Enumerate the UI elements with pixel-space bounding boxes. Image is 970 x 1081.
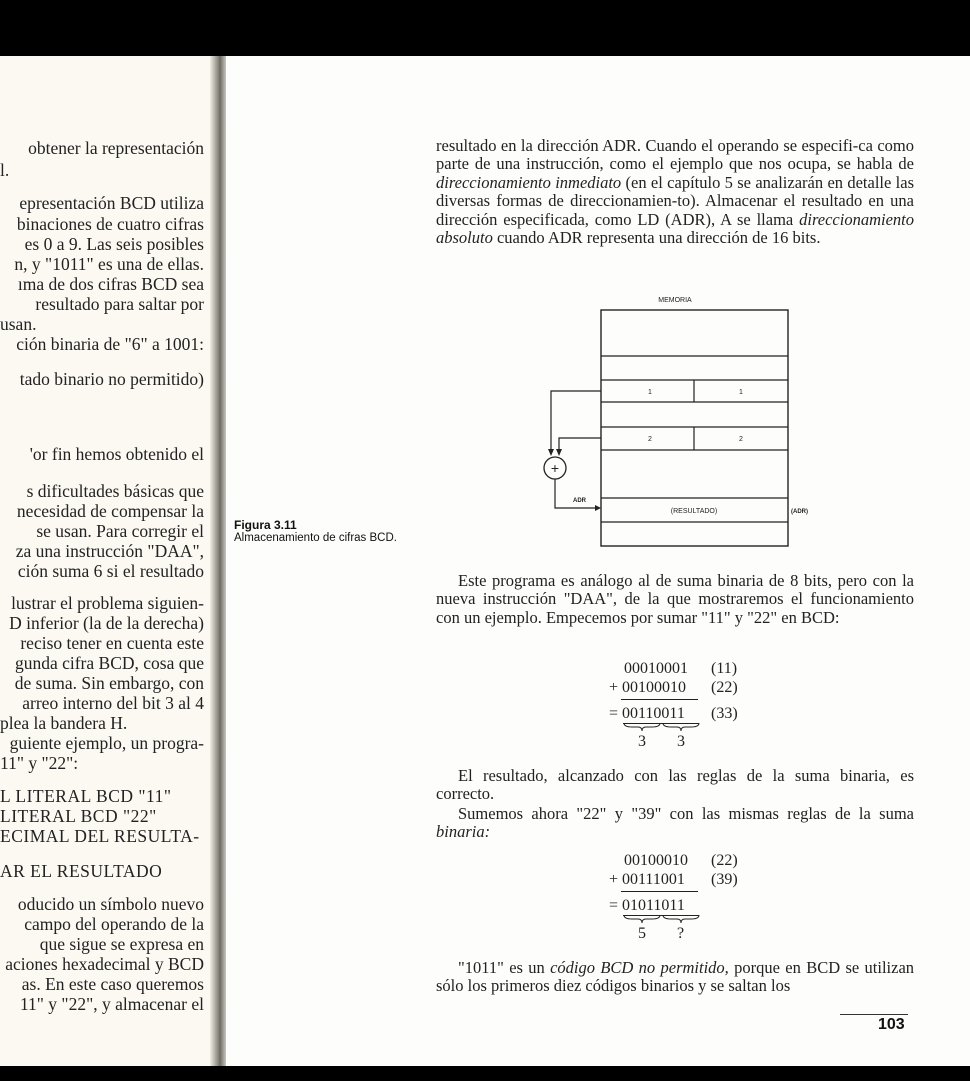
left-line: resultado para saltar por: [35, 294, 204, 314]
para2-text: Este programa es análogo al de suma binaria de 8 bits, pero con la nueva instrucción "DAA", de la que mostraremos el funcionamiento con un ejemplo. Empecemos por sumar "11" y "22" en BCD:: [436, 571, 914, 627]
bcd-sum-2: [580, 852, 750, 952]
para1-text-a: resultado en la dirección ADR. Cuando el operando se especifi-ca como parte de una instrucción, como el ejemplo que nos ocupa, se habla de: [436, 136, 914, 174]
left-line: LITERAL BCD "22": [0, 806, 157, 826]
left-line: campo del operando de la: [24, 914, 204, 934]
para1-text-b: (en el capítulo 5 se analizarán en detalle las diversas formas de direccionamien-to). Almacenar el resultado en una dirección especificada, como LD (ADR), A se llama: [436, 172, 914, 229]
left-line: as. En este caso queremos: [21, 974, 204, 994]
memoria-label: MEMORIA: [658, 297, 692, 304]
math2-row3: = 01011011: [609, 897, 685, 914]
left-line: guiente ejemplo, un progra-: [9, 733, 204, 753]
para5-emphasis: código BCD no permitido,: [550, 958, 729, 977]
math2-row1: 00100010: [624, 852, 688, 869]
left-line: necesidad de compensar la: [16, 501, 204, 521]
left-line: plea la bandera H.: [0, 713, 128, 733]
left-line: aciones hexadecimal y BCD: [5, 954, 204, 974]
bottom-border: [0, 1066, 970, 1081]
para4-text: Sumemos ahora "22" y "39" con las mismas reglas de la suma: [458, 804, 914, 823]
left-line: arreo interno del bit 3 al 4: [22, 693, 204, 713]
math2-row2-note: (39): [711, 871, 738, 888]
left-line: 11" y "22", y almacenar el: [19, 994, 204, 1014]
left-line: oducido un símbolo nuevo: [17, 894, 204, 914]
math1-braces: [623, 722, 701, 732]
cell2-left-label: 2: [648, 436, 652, 443]
paragraph-5: [436, 959, 914, 996]
cell1-right-label: 1: [739, 389, 743, 396]
math1-digit-right: 3: [677, 733, 685, 750]
math2-row1-note: (22): [711, 852, 738, 869]
left-line: usan.: [0, 314, 37, 334]
math1-row1: 00010001: [624, 660, 688, 677]
paragraph-3: [436, 767, 914, 804]
figure-caption: [234, 518, 397, 544]
math1-row2-note: (22): [711, 679, 738, 696]
left-line: ECIMAL DEL RESULTA-: [0, 826, 200, 846]
left-line: L LITERAL BCD "11": [0, 786, 172, 806]
para3-text: El resultado, alcanzado con las reglas de la suma binaria, es correcto.: [436, 766, 914, 804]
math1-row2: + 00100010: [609, 679, 687, 696]
para1-emphasis-b: direccionamiento absoluto: [436, 209, 914, 248]
left-line: epresentación BCD utiliza: [19, 193, 204, 213]
math1-row1-note: (11): [711, 660, 738, 677]
left-line: 11" y "22":: [0, 753, 79, 773]
left-line: za una instrucción "DAA",: [15, 541, 204, 561]
left-line: lustrar el problema siguien-: [11, 593, 204, 613]
left-line: D inferior (la de la derecha): [9, 613, 204, 633]
cell1-left-label: 1: [648, 389, 652, 396]
cell2-right-label: 2: [739, 436, 743, 443]
para5-text-a: "1011" es un: [458, 958, 551, 977]
left-line: 'or fin hemos obtenido el: [29, 444, 204, 464]
adr-paren-label: (ADR): [791, 509, 808, 515]
left-line: n, y "1011" es una de ellas.: [14, 254, 204, 274]
para1-emphasis-a: direccionamiento inmediato: [436, 172, 622, 192]
left-line: que sigue se expresa en: [39, 934, 204, 954]
top-border: [0, 0, 970, 56]
left-line: se usan. Para corregir el: [36, 521, 204, 541]
left-line: reciso tener en cuenta este: [20, 633, 204, 653]
left-line: AR EL RESULTADO: [0, 861, 163, 881]
left-line: ción suma 6 si el resultado: [17, 561, 204, 581]
left-line: ción binaria de "6" a 1001:: [16, 334, 204, 354]
page-number-rule: [840, 1014, 908, 1015]
paragraph-1: [436, 137, 914, 247]
page-number: 103: [878, 1016, 905, 1033]
right-page: [226, 56, 970, 1066]
left-line: tado binario no permitido): [19, 369, 204, 389]
left-line: binaciones de cuatro cifras: [16, 214, 204, 234]
left-line: obtener la representación: [28, 138, 204, 158]
para4-emphasis: binaria:: [436, 822, 491, 842]
left-line: s dificultades básicas que: [26, 481, 204, 501]
math2-digit-right: ?: [677, 925, 685, 942]
math1-digit-left: 3: [638, 733, 646, 750]
adder-plus-icon: +: [550, 460, 560, 476]
math1-row3-note: (33): [711, 705, 738, 722]
memory-diagram: [535, 296, 835, 556]
left-line: l.: [0, 160, 10, 180]
math1-row3: = 00110011: [609, 705, 685, 722]
math2-braces: [623, 914, 701, 924]
left-line: es 0 a 9. Las seis posibles: [24, 234, 204, 254]
figure-caption-text: Almacenamiento de cifras BCD.: [234, 532, 397, 544]
bcd-sum-1: [580, 660, 750, 760]
left-line: gunda cifra BCD, cosa que: [14, 653, 204, 673]
result-label: (RESULTADO): [670, 508, 718, 515]
para5-text-b: porque en BCD se utilizan sólo los primeros diez códigos binarios y se saltan los: [436, 958, 915, 996]
adr-label: ADR: [573, 498, 586, 504]
left-line: de suma. Sin embargo, con: [14, 673, 204, 693]
math2-digit-left: 5: [638, 925, 646, 942]
paragraph-4: [436, 805, 914, 842]
paragraph-2: [436, 572, 914, 627]
para1-text-c: cuando ADR representa una dirección de 16 bits.: [492, 228, 821, 248]
math2-row2: + 00111001: [609, 871, 685, 888]
figure-label: Figura 3.11: [234, 518, 297, 532]
left-line: ıma de dos cifras BCD sea: [17, 274, 204, 294]
left-page: [0, 56, 218, 1066]
